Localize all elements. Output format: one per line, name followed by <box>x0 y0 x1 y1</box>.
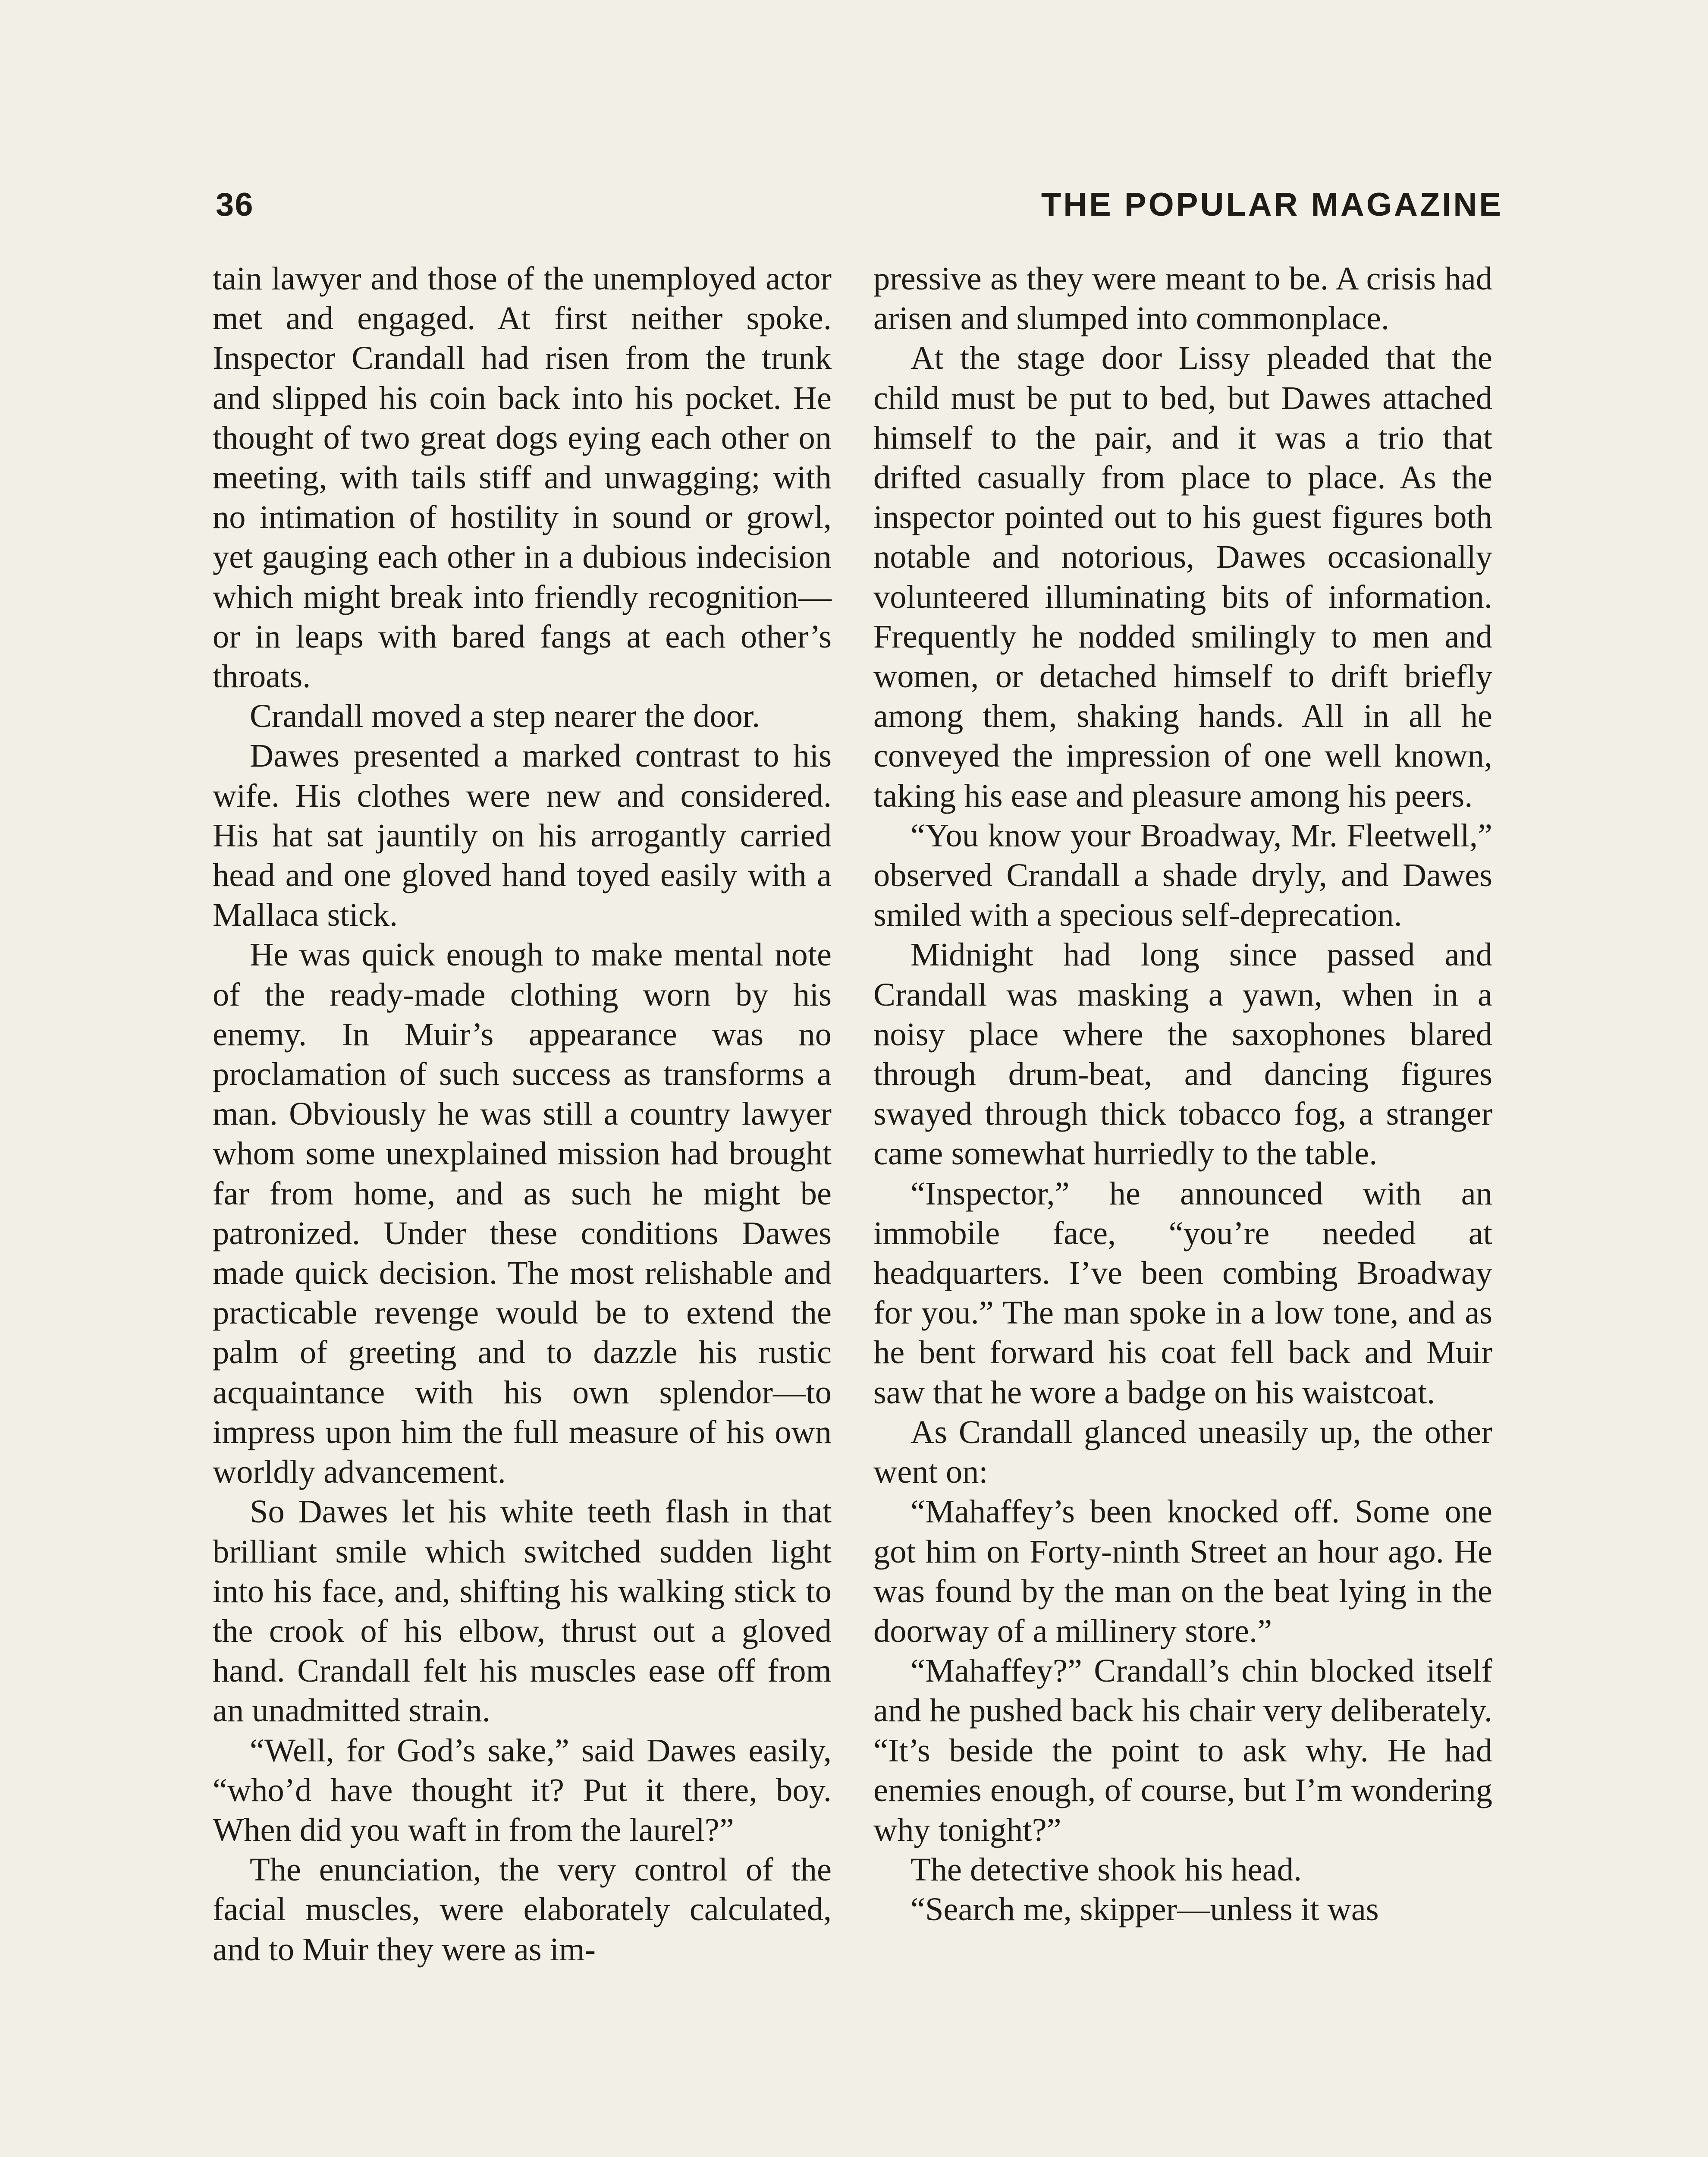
paragraph: Midnight had long since passed and Crandall was masking a yawn, when in a noisy place where the saxophones blared through drum-beat, and dancing figures swayed through thick tobacco fog, a stranger came somewhat hurriedly to the table. <box>873 936 1492 1172</box>
paragraph: “You know your Broadway, Mr. Fleetwell,” observed Crandall a shade dryly, and Dawes smiled with a specious self-deprecation. <box>873 817 1492 934</box>
paragraph: As Crandall glanced uneasily up, the other went on: <box>873 1413 1492 1490</box>
paragraph: “Well, for God’s sake,” said Dawes easily, “who’d have thought it? Put it there, boy. When did you waft in from the laurel?” <box>213 1732 832 1848</box>
magazine-title: THE POPULAR MAGAZINE <box>1041 186 1503 223</box>
paragraph: “Search me, skipper—unless it was <box>911 1891 1379 1928</box>
paragraph: “Inspector,” he announced with an immobile face, “you’re needed at headquarters. I’ve been combing Broadway for you.” The man spoke in a low tone, and as he bent forward his coat fell back and Muir saw that he wore a badge on his waistcoat. <box>873 1175 1492 1411</box>
running-head <box>216 181 1503 229</box>
paragraph: “Mahaffey?” Crandall’s chin blocked itself and he pushed back his chair very deliberately. “It’s beside the point to ask why. He had enemies enough, of course, but I’m wondering why tonight?” <box>873 1652 1492 1848</box>
paragraph: pressive as they were meant to be. A crisis had arisen and slumped into commonplace. <box>873 260 1492 337</box>
page-number: 36 <box>216 186 254 223</box>
paragraph: The detective shook his head. <box>911 1851 1302 1888</box>
paragraph: Dawes presented a marked contrast to his wife. His clothes were new and considered. His hat sat jauntily on his arrogantly carried head and one gloved hand toyed easily with a Mallaca stick. <box>213 737 832 934</box>
paragraph: At the stage door Lissy pleaded that the child must be put to bed, but Dawes attached himself to the pair, and it was a trio that drifted casually from place to place. As the inspector pointed out to his guest figures both notable and notorious, Dawes occasionally volunteered illuminating bits of information. Frequently he nodded smilingly to men and women, or detached himself to drift briefly among them, shaking hands. All in all he conveyed the impression of one well known, taking his ease and pleasure among his peers. <box>873 340 1492 814</box>
paragraph: Crandall moved a step nearer the door. <box>250 698 760 735</box>
paragraph: He was quick enough to make mental note of the ready-made clothing worn by his enemy. In Muir’s appearance was no proclamation of such success as transforms a man. Obviously he was still a country lawyer whom some unexplained mission had brought far from home, and as such he might be patronized. Under these conditions Dawes made quick decision. The most relishable and practicable revenge would be to extend the palm of greeting and to dazzle his rustic acquaintance with his own splendor—to impress upon him the full measure of his own worldly advancement. <box>213 936 832 1490</box>
right-text-column <box>873 259 1492 1930</box>
left-text-column <box>213 259 832 1969</box>
paragraph: tain lawyer and those of the unemployed actor met and engaged. At first neither spoke. Inspector Crandall had risen from the trunk and slipped his coin back into his pocket. He thought of two great dogs eying each other on meeting, with tails stiff and unwagging; with no intimation of hostility in sound or growl, yet gauging each other in a dubious indecision which might break into friendly recognition—or in leaps with bared fangs at each other’s throats. <box>213 260 832 695</box>
paragraph: So Dawes let his white teeth flash in that brilliant smile which switched sudden light into his face, and, shifting his walking stick to the crook of his elbow, thrust out a gloved hand. Crandall felt his muscles ease off from an unadmitted strain. <box>213 1493 832 1729</box>
paragraph: “Mahaffey’s been knocked off. Some one got him on Forty-ninth Street an hour ago. He was found by the man on the beat lying in the doorway of a millinery store.” <box>873 1493 1492 1649</box>
paragraph: The enunciation, the very control of the facial muscles, were elaborately calculated, and to Muir they were as im- <box>213 1851 832 1968</box>
